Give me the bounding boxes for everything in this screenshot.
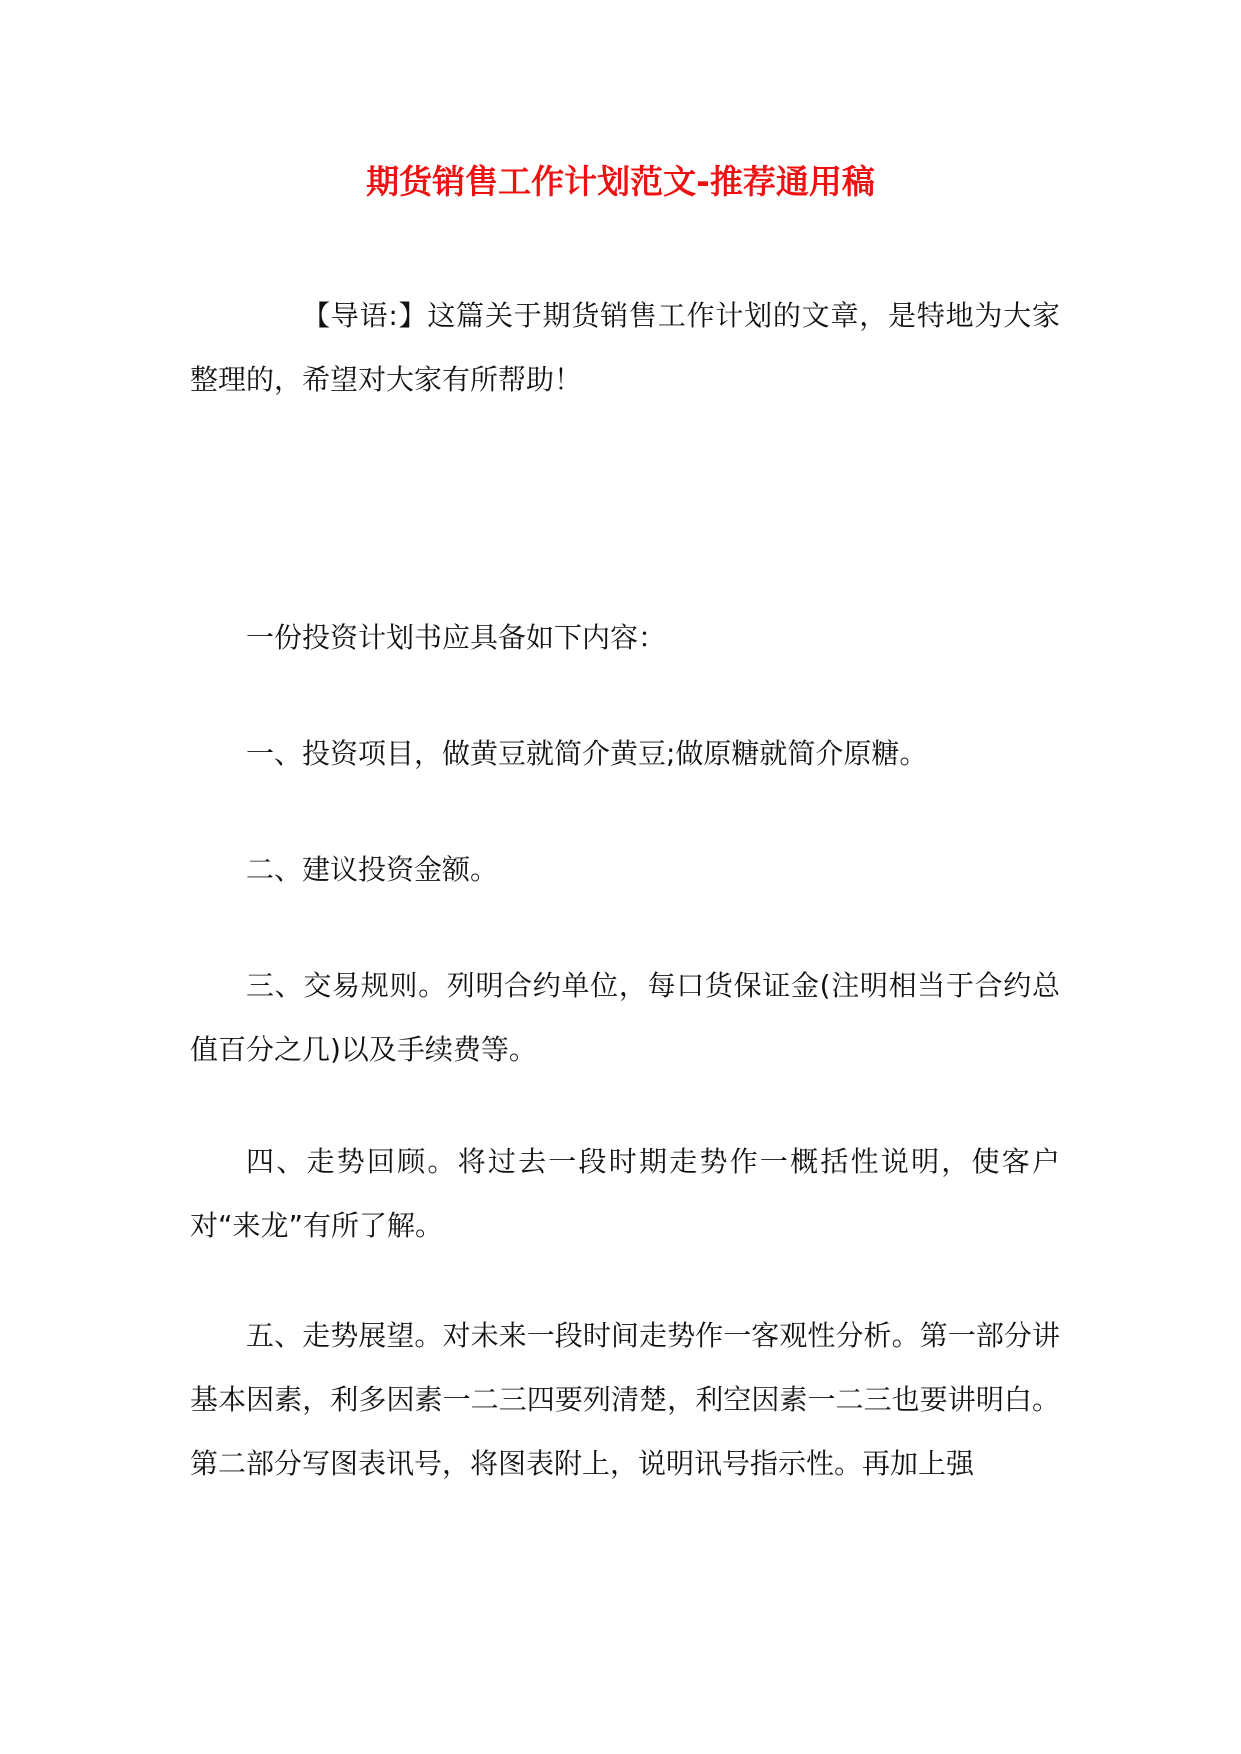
document-title: 期货销售工作计划范文-推荐通用稿	[366, 162, 875, 201]
paragraph-item-5: 五、走势展望。对未来一段时间走势作一客观性分析。第一部分讲基本因素，利多因素一二三四要列清楚，利空因素一二三也要讲明白。第二部分写图表讯号，将图表附上，说明讯号指示性。再加上强	[190, 1319, 1060, 1480]
paragraph-item-4: 四、走势回顾。将过去一段时期走势作一概括性说明，使客户对“来龙”有所了解。	[190, 1145, 1060, 1242]
paragraph-item-3: 三、交易规则。列明合约单位，每口货保证金(注明相当于合约总值百分之几)以及手续费等。	[190, 969, 1060, 1066]
paragraph-item-1: 一、投资项目，做黄豆就简介黄豆;做原糖就简介原糖。	[246, 737, 928, 770]
paragraph-item-2: 二、建议投资金额。	[246, 853, 499, 886]
intro-paragraph: 【导语:】这篇关于期货销售工作计划的文章，是特地为大家整理的，希望对大家有所帮助！	[190, 299, 1060, 396]
paragraph-intro-list: 一份投资计划书应具备如下内容：	[246, 621, 667, 654]
